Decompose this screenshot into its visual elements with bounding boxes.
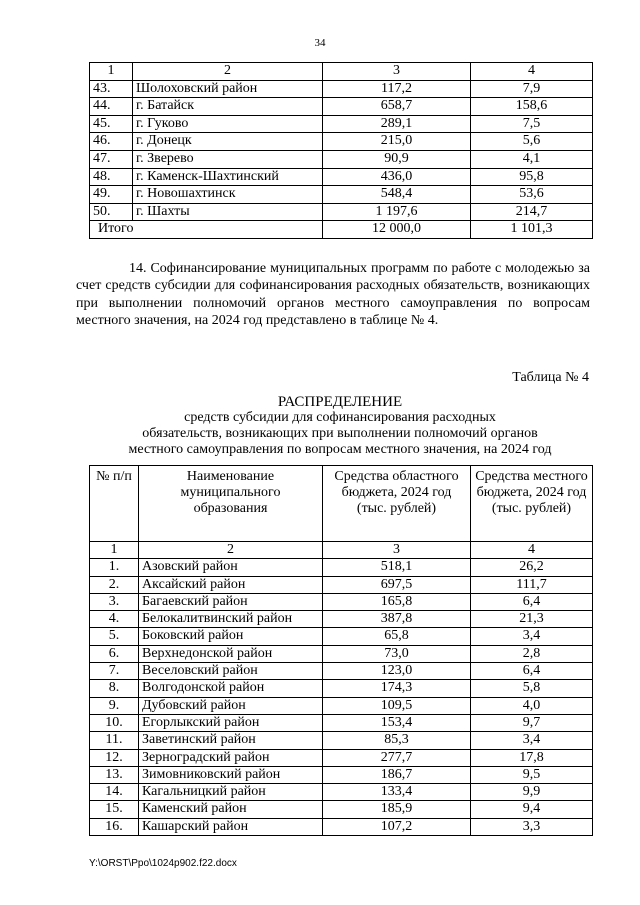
total-row [90, 221, 593, 239]
local-budget: 4,0 [471, 697, 593, 714]
local-budget: 6,4 [471, 663, 593, 680]
regional-budget: 215,0 [323, 133, 471, 151]
table-row [90, 749, 593, 766]
local-budget: 95,8 [471, 168, 593, 186]
municipality-name: Каменский район [139, 801, 323, 818]
municipality-name: Шолоховский район [133, 80, 323, 98]
regional-budget: 123,0 [323, 663, 471, 680]
header-cell: 4 [471, 542, 593, 559]
regional-budget: 90,9 [323, 150, 471, 168]
row-number: 15. [90, 801, 139, 818]
paragraph [76, 260, 590, 330]
municipality-name: Верхнедонской район [139, 645, 323, 662]
municipality-name: г. Шахты [133, 203, 323, 221]
local-budget: 26,2 [471, 559, 593, 576]
row-number: 6. [90, 645, 139, 662]
page-number: 34 [314, 37, 326, 49]
municipality-name: г. Новошахтинск [133, 186, 323, 204]
header-cell: № п/п [90, 466, 139, 542]
table-row [90, 645, 593, 662]
table-number: Таблица № 4 [512, 370, 589, 385]
row-number: 5. [90, 628, 139, 645]
row-number: 2. [90, 576, 139, 593]
title-heading: РАСПРЕДЕЛЕНИЕ [277, 394, 403, 410]
table-row [90, 818, 593, 835]
row-number: 44. [90, 98, 133, 116]
municipality-name: Веселовский район [139, 663, 323, 680]
local-budget: 21,3 [471, 611, 593, 628]
table-row [90, 663, 593, 680]
header-cell: 4 [471, 63, 593, 81]
header-cell: 3 [323, 542, 471, 559]
municipality-name: Волгодонской район [139, 680, 323, 697]
title-line: средств субсидии для софинансирования расходных [184, 410, 496, 425]
regional-budget: 289,1 [323, 115, 471, 133]
local-budget: 9,4 [471, 801, 593, 818]
table-row [90, 168, 593, 186]
local-budget: 111,7 [471, 576, 593, 593]
municipality-name: Зимовниковский район [139, 766, 323, 783]
header-cell: Наименование муниципального образования [139, 466, 323, 542]
header-cell: Средства местного бюджета, 2024 год (тыс. рублей) [471, 466, 593, 542]
table-row [90, 80, 593, 98]
table-row [90, 801, 593, 818]
local-budget: 6,4 [471, 593, 593, 610]
table-row [90, 680, 593, 697]
regional-budget: 518,1 [323, 559, 471, 576]
row-number: 16. [90, 818, 139, 835]
table-row [90, 784, 593, 801]
local-budget: 7,9 [471, 80, 593, 98]
title-line: обязательств, возникающих при выполнении полномочий органов [142, 426, 538, 441]
title-line: местного самоуправления по вопросам местного значения, на 2024 год [128, 442, 552, 457]
municipality-name: Боковский район [139, 628, 323, 645]
regional-budget: 153,4 [323, 714, 471, 731]
header-cell: 2 [133, 63, 323, 81]
table-row [90, 98, 593, 116]
row-number: 43. [90, 80, 133, 98]
municipality-name: г. Каменск-Шахтинский [133, 168, 323, 186]
regional-budget: 277,7 [323, 749, 471, 766]
header-cell: 1 [90, 63, 133, 81]
row-number: 9. [90, 697, 139, 714]
local-budget: 214,7 [471, 203, 593, 221]
regional-budget: 174,3 [323, 680, 471, 697]
row-number: 8. [90, 680, 139, 697]
header-cell: 1 [90, 542, 139, 559]
regional-budget: 186,7 [323, 766, 471, 783]
row-number: 49. [90, 186, 133, 204]
regional-budget: 107,2 [323, 818, 471, 835]
table-row [90, 611, 593, 628]
regional-budget: 548,4 [323, 186, 471, 204]
header-cell: Средства областного бюджета, 2024 год (тыс. рублей) [323, 466, 471, 542]
table-row [90, 559, 593, 576]
municipality-name: Дубовский район [139, 697, 323, 714]
table-row [90, 133, 593, 151]
row-number: 12. [90, 749, 139, 766]
local-budget: 9,7 [471, 714, 593, 731]
municipality-name: г. Зверево [133, 150, 323, 168]
row-number: 14. [90, 784, 139, 801]
row-number: 13. [90, 766, 139, 783]
row-number: 11. [90, 732, 139, 749]
header-cell: 3 [323, 63, 471, 81]
municipality-name: г. Батайск [133, 98, 323, 116]
local-budget: 9,9 [471, 784, 593, 801]
table-row [90, 115, 593, 133]
municipality-name: Аксайский район [139, 576, 323, 593]
regional-budget: 697,5 [323, 576, 471, 593]
table-row [90, 714, 593, 731]
local-budget: 2,8 [471, 645, 593, 662]
regional-budget: 185,9 [323, 801, 471, 818]
municipality-name: Кашарский район [139, 818, 323, 835]
table-row [90, 186, 593, 204]
file-path-footer: Y:\ORST\Ppo\1024p902.f22.docx [89, 858, 237, 869]
municipality-name: г. Донецк [133, 133, 323, 151]
municipality-name: Заветинский район [139, 732, 323, 749]
regional-budget: 165,8 [323, 593, 471, 610]
regional-budget: 85,3 [323, 732, 471, 749]
local-budget: 5,6 [471, 133, 593, 151]
row-number: 47. [90, 150, 133, 168]
table-row [90, 593, 593, 610]
regional-budget: 109,5 [323, 697, 471, 714]
regional-budget: 387,8 [323, 611, 471, 628]
municipality-name: Зерноградский район [139, 749, 323, 766]
row-number: 50. [90, 203, 133, 221]
regional-budget: 73,0 [323, 645, 471, 662]
row-number: 48. [90, 168, 133, 186]
municipality-name: Белокалитвинский район [139, 611, 323, 628]
regional-budget: 117,2 [323, 80, 471, 98]
row-number: 10. [90, 714, 139, 731]
local-budget: 7,5 [471, 115, 593, 133]
distribution-table [89, 465, 593, 836]
total-label: Итого [90, 221, 323, 239]
table-title [0, 394, 640, 458]
header-cell: 2 [139, 542, 323, 559]
local-budget: 3,4 [471, 732, 593, 749]
municipality-name: г. Гуково [133, 115, 323, 133]
table-continuation [89, 62, 593, 239]
local-budget: 5,8 [471, 680, 593, 697]
table-header-row [90, 63, 593, 81]
regional-budget: 133,4 [323, 784, 471, 801]
table-row [90, 628, 593, 645]
table-row [90, 766, 593, 783]
regional-budget: 436,0 [323, 168, 471, 186]
local-budget: 3,3 [471, 818, 593, 835]
local-budget: 17,8 [471, 749, 593, 766]
table-header-row [90, 466, 593, 542]
local-budget: 9,5 [471, 766, 593, 783]
total-regional: 12 000,0 [323, 221, 471, 239]
row-number: 45. [90, 115, 133, 133]
municipality-name: Кагальницкий район [139, 784, 323, 801]
row-number: 7. [90, 663, 139, 680]
row-number: 1. [90, 559, 139, 576]
regional-budget: 65,8 [323, 628, 471, 645]
local-budget: 4,1 [471, 150, 593, 168]
municipality-name: Егорлыкский район [139, 714, 323, 731]
table-row [90, 732, 593, 749]
row-number: 46. [90, 133, 133, 151]
table-row [90, 150, 593, 168]
municipality-name: Багаевский район [139, 593, 323, 610]
table-row [90, 697, 593, 714]
local-budget: 3,4 [471, 628, 593, 645]
table-row [90, 576, 593, 593]
regional-budget: 658,7 [323, 98, 471, 116]
table-row [90, 203, 593, 221]
paragraph-text: 14. Софинансирование муниципальных программ по работе с молодежью за счет средств субсидии для софинансирования расходных обязательств, возникающих при выполнении полномочий органов местного самоуправления по вопросам местного значения, на 2024 год представлено в таблице № 4. [76, 261, 590, 329]
row-number: 4. [90, 611, 139, 628]
local-budget: 53,6 [471, 186, 593, 204]
total-local: 1 101,3 [471, 221, 593, 239]
row-number: 3. [90, 593, 139, 610]
column-numbers-row [90, 542, 593, 559]
municipality-name: Азовский район [139, 559, 323, 576]
regional-budget: 1 197,6 [323, 203, 471, 221]
local-budget: 158,6 [471, 98, 593, 116]
